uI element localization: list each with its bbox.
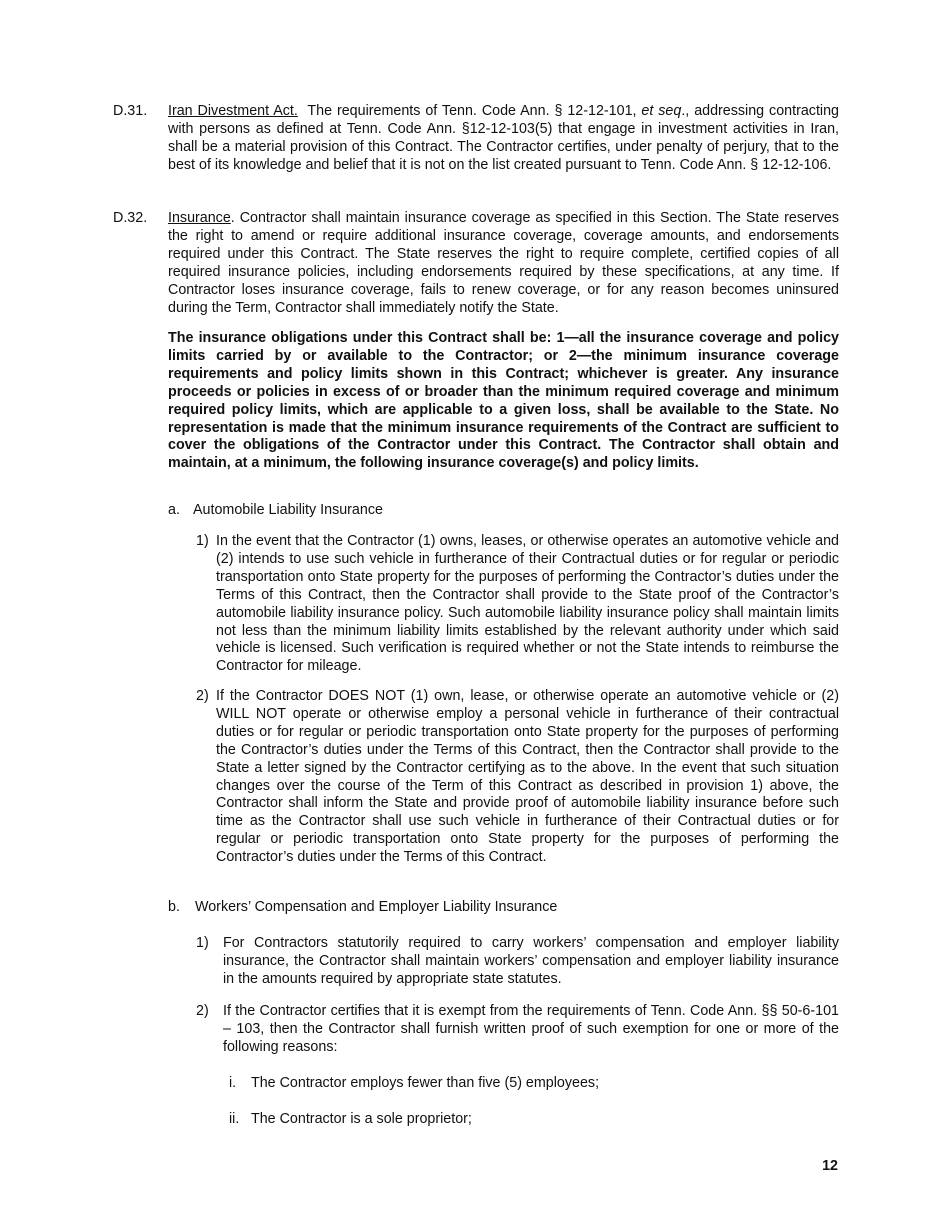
section-number: D.31. bbox=[113, 103, 148, 119]
subsection-label: a. bbox=[168, 502, 180, 518]
item-text: The Contractor is a sole proprietor; bbox=[251, 1111, 472, 1127]
item-label: 2) bbox=[196, 688, 209, 704]
section-text-part: . Contractor shall maintain insurance coverage as specified in this Section. The State reserves the right to amend or require additional insurance coverage, coverage amounts, and endorsements required under this Contract. The State reserves the right to require complete, certified copies of all required insurance policies, including endorsements required by these specifications, at any time. If Contractor loses insurance coverage, fails to renew coverage, or for any reason becomes uninsured during the Term, Contractor shall immediately notify the State. bbox=[168, 210, 839, 316]
section-number: D.32. bbox=[113, 210, 148, 226]
section-text-part: The requirements of Tenn. Code Ann. § 12-12-101, bbox=[297, 103, 642, 119]
workers-sub-i bbox=[229, 1075, 839, 1093]
item-text: For Contractors statutorily required to carry workers’ compensation and employer liability insurance, the Contractor shall maintain workers’ compensation and employer liability insurance in the amounts required by appropriate state statutes. bbox=[223, 935, 839, 987]
section-text-part: ., addressing contracting with persons as defined at Tenn. Code Ann. §12-12-103(5) that engage in investment activities in Iran, shall be a material provision of this Contract. The Contractor certifies, under penalty of perjury, that to the best of its knowledge and belief that it is not on the list created pursuant to Tenn. Code Ann. § 12-12-106. bbox=[168, 103, 839, 173]
page-number: 12 bbox=[822, 1158, 838, 1174]
item-label: ii. bbox=[229, 1111, 240, 1127]
section-title: Iran Divestment Act. bbox=[168, 103, 298, 119]
workers-item-1 bbox=[196, 935, 839, 989]
subsection-title: Automobile Liability Insurance bbox=[193, 502, 383, 518]
subsection-b bbox=[168, 899, 839, 917]
section-d32 bbox=[113, 210, 839, 317]
et-seq-italic: et seq bbox=[641, 103, 682, 119]
subsection-a bbox=[168, 502, 839, 520]
workers-item-2 bbox=[196, 1003, 839, 1057]
item-text: If the Contractor DOES NOT (1) own, lease, or otherwise operate an automotive vehicle or (2) WILL NOT operate or otherwise employ a personal vehicle in furtherance of their contractual duties or for regular or periodic transportation onto State property for the purposes of performing the Contractor’s duties under the Terms of this Contract, then the Contractor shall provide to the State a letter signed by the Contractor certifying as to the above. In the event that such situation changes over the course of the Term of this Contract as described in provision 1) above, the Contractor shall inform the State and provide proof of automobile liability insurance before such time as the Contractor shall use such vehicle in furtherance of their Contractual duties or for regular or periodic transportation onto State property for the purposes of performing the Contractor’s duties under the Terms of this Contract. bbox=[216, 688, 839, 866]
item-text: The Contractor employs fewer than five (5) employees; bbox=[251, 1075, 600, 1091]
section-d31-text bbox=[168, 103, 839, 175]
item-text: In the event that the Contractor (1) owns, leases, or otherwise operates an automotive vehicle and (2) intends to use such vehicle in furtherance of their Contractual duties or for regular or periodic transportation onto State property for the purposes of performing the Contractor’s duties under the Terms of this Contract, then the Contractor shall provide to the State proof of the Contractor’s automobile liability insurance policy. Such automobile liability insurance policy shall maintain limits not less than the minimum liability limits established by the relevant authority under which said vehicle is licensed. Such verification is required whether or not the State intends to reimburse the Contractor for mileage. bbox=[216, 533, 839, 675]
item-label: i. bbox=[229, 1075, 237, 1091]
item-label: 2) bbox=[196, 1003, 209, 1019]
item-label: 1) bbox=[196, 935, 209, 951]
section-title: Insurance bbox=[168, 210, 231, 226]
auto-item-1 bbox=[196, 533, 839, 676]
subsection-title: Workers’ Compensation and Employer Liability Insurance bbox=[195, 899, 558, 915]
item-text: If the Contractor certifies that it is exempt from the requirements of Tenn. Code Ann. §§ 50-6-101 – 103, then the Contractor shall furnish written proof of such exemption for one or more of the following reasons: bbox=[223, 1003, 839, 1055]
insurance-obligations-paragraph: The insurance obligations under this Contract shall be: 1—all the insurance coverage and policy limits carried by or available to the Contractor; or 2—the minimum insurance coverage requirements and policy limits shown in this Contract; whichever is greater. Any insurance proceeds or policies in excess of or broader than the minimum required coverage and minimum required policy limits, which are applicable to a given loss, shall be available to the State. No representation is made that the minimum insurance requirements of the Contract are sufficient to cover the obligations of the Contractor under this Contract. The Contractor shall obtain and maintain, at a minimum, the following insurance coverage(s) and policy limits. bbox=[168, 330, 839, 472]
section-d32-text bbox=[168, 210, 839, 317]
auto-item-2 bbox=[196, 688, 839, 867]
subsection-label: b. bbox=[168, 899, 180, 915]
item-label: 1) bbox=[196, 533, 209, 549]
workers-sub-ii bbox=[229, 1111, 839, 1129]
section-d31 bbox=[113, 103, 839, 175]
